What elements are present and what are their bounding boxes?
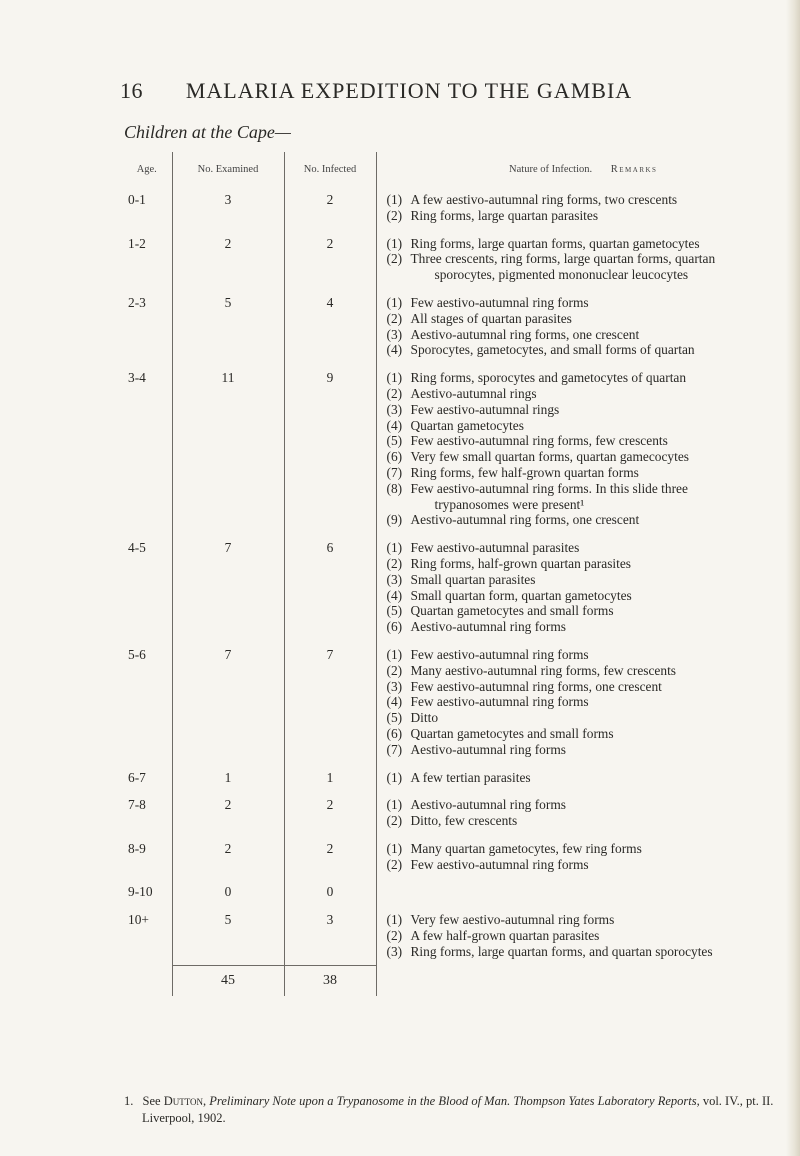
entry-index: (7) [386, 741, 403, 757]
examined-cell: 0 [172, 878, 284, 906]
entry-index: (4) [386, 417, 403, 433]
infection-entry [387, 512, 783, 528]
infection-entry [387, 588, 783, 604]
entry-text: Ring forms, sporocytes and gametocytes of quartan [410, 370, 687, 386]
infected-cell: 1 [284, 764, 376, 792]
entry-text: Aestivo-autumnal ring forms [410, 797, 566, 813]
entry-text-wrap [411, 481, 783, 513]
page-header [0, 78, 800, 108]
infection-entry [387, 603, 783, 619]
table-row [122, 835, 790, 879]
entry-text: Few aestivo-autumnal ring forms, one crescent [410, 678, 662, 694]
entry-text: Quartan gametocytes and small forms [410, 725, 614, 741]
examined-cell: 1 [172, 764, 284, 792]
table-row [122, 230, 790, 289]
infection-entry [387, 327, 783, 343]
infection-entry [387, 449, 783, 465]
entry-text: Few aestivo-autumnal ring forms [410, 856, 589, 872]
entry-index: (5) [386, 433, 403, 449]
entry-text-wrap [411, 679, 783, 695]
infection-entry [387, 647, 783, 663]
table-header-row [122, 152, 790, 186]
footnote-work: Preliminary Note upon a Trypanosome in the Blood of Man. [209, 1094, 511, 1108]
entry-text: Ring forms, large quartan forms, quartan gametocytes [410, 235, 700, 251]
entry-text-wrap [411, 295, 783, 311]
entry-text: Few aestivo-autumnal ring forms, few crescents [410, 433, 668, 449]
entry-index: (1) [386, 235, 403, 251]
infection-entry [387, 694, 783, 710]
infection-table [122, 152, 790, 996]
entry-text: Quartan gametocytes and small forms [410, 603, 614, 619]
entry-index: (6) [386, 619, 403, 635]
age-cell: 2-3 [128, 294, 146, 310]
col-header-infected: No. Infected [284, 152, 376, 186]
infection-entry [387, 572, 783, 588]
entry-index: (1) [386, 294, 403, 310]
entry-text-wrap [411, 928, 783, 944]
entry-index: (7) [386, 464, 403, 480]
age-cell: 3-4 [128, 370, 146, 386]
table-body [122, 186, 790, 966]
examined-cell: 2 [172, 230, 284, 289]
entry-text-wrap [411, 236, 783, 252]
examined-cell: 3 [172, 186, 284, 230]
infection-entry [387, 433, 783, 449]
infection-entry [387, 236, 783, 252]
infection-entry [387, 619, 783, 635]
total-infected: 38 [284, 966, 376, 997]
entry-index: (1) [386, 192, 403, 207]
infection-entry [387, 679, 783, 695]
entry-continuation: trypanosomes were present¹ [434, 496, 585, 512]
age-cell: 4-5 [128, 540, 146, 556]
entry-text: Sporocytes, gametocytes, and small forms of quartan [410, 342, 695, 358]
infected-cell: 2 [284, 186, 376, 230]
entry-index: (1) [386, 912, 403, 928]
entry-text: Few aestivo-autumnal ring forms [410, 646, 589, 662]
age-cell: 10+ [128, 912, 149, 928]
entry-index: (4) [386, 694, 403, 710]
examined-cell: 5 [172, 906, 284, 965]
entry-text: Few aestivo-autumnal rings [410, 401, 560, 417]
col-header-remarks: Remarks [610, 163, 658, 175]
entry-text: All stages of quartan parasites [410, 310, 572, 326]
footnote-volume: vol. IV., pt. II. [702, 1094, 774, 1108]
entry-index: (2) [386, 813, 403, 829]
table-row [122, 534, 790, 641]
entry-text: Very few small quartan forms, quartan gamecocytes [410, 449, 689, 465]
table-row [122, 764, 790, 792]
entry-index: (3) [386, 401, 403, 417]
total-examined: 45 [172, 966, 284, 997]
nature-cell [376, 835, 790, 879]
entry-text: Very few aestivo-autumnal ring forms [410, 912, 615, 928]
col-header-age: Age. [136, 163, 157, 175]
entry-text-wrap [411, 588, 783, 604]
col-header-nature-label: Nature of Infection. [509, 163, 593, 175]
infected-cell: 6 [284, 534, 376, 641]
infection-entry [387, 770, 783, 786]
entry-index: (2) [386, 251, 403, 267]
infection-entry [387, 386, 783, 402]
infection-entry [387, 556, 783, 572]
entry-index: (4) [386, 342, 403, 358]
infection-entry [387, 857, 783, 873]
entry-index: (1) [386, 797, 403, 813]
infection-entry [387, 540, 783, 556]
infected-cell: 2 [284, 230, 376, 289]
infection-entry [387, 311, 783, 327]
examined-cell: 7 [172, 534, 284, 641]
entry-text: Aestivo-autumnal ring forms [410, 619, 566, 635]
entry-text: Aestivo-autumnal ring forms, one crescent [410, 512, 640, 528]
infection-entry [387, 370, 783, 386]
entry-text: Ring forms, large quartan forms, and quartan sporocytes [410, 944, 713, 960]
nature-cell [376, 764, 790, 792]
entry-text-wrap [411, 402, 783, 418]
entry-text-wrap [411, 512, 783, 528]
entry-text-wrap [411, 912, 783, 928]
entry-text-wrap [411, 694, 783, 710]
entry-text-wrap [411, 742, 783, 758]
nature-cell [376, 878, 790, 906]
footnote-publisher: Thompson Yates Laboratory Reports, [513, 1094, 700, 1108]
entry-text-wrap [411, 192, 783, 208]
entry-text-wrap [411, 647, 783, 663]
entry-text: Three crescents, ring forms, large quartan forms, quartan [410, 251, 716, 267]
entry-text-wrap [411, 433, 783, 449]
entry-index: (2) [386, 555, 403, 571]
entry-text: Quartan gametocytes [410, 417, 524, 433]
entry-index: (9) [386, 512, 403, 528]
nature-cell [376, 906, 790, 965]
table-row [122, 791, 790, 835]
infection-entry [387, 192, 783, 208]
section-title: Children at the Cape— [124, 122, 291, 142]
infection-entry [387, 726, 783, 742]
entry-index: (4) [386, 587, 403, 603]
table-row [122, 906, 790, 965]
entry-index: (2) [386, 310, 403, 326]
nature-cell [376, 289, 790, 364]
totals-row [122, 966, 790, 997]
infection-entry [387, 663, 783, 679]
entry-text-wrap [411, 813, 783, 829]
entry-text-wrap [411, 418, 783, 434]
entry-text: Ring forms, few half-grown quartan forms [410, 464, 639, 480]
infected-cell: 2 [284, 835, 376, 879]
entry-text: Few aestivo-autumnal ring forms. In this slide three [410, 480, 688, 496]
infection-entry [387, 481, 783, 513]
nature-cell [376, 791, 790, 835]
entry-index: (2) [386, 856, 403, 872]
age-cell: 5-6 [128, 646, 146, 662]
entry-index: (6) [386, 725, 403, 741]
entry-text-wrap [411, 342, 783, 358]
entry-text-wrap [411, 449, 783, 465]
entry-text-wrap [411, 797, 783, 813]
entry-index: (2) [386, 207, 403, 223]
entry-text-wrap [411, 841, 783, 857]
infection-entry [387, 208, 783, 224]
infection-entry [387, 912, 783, 928]
entry-index: (6) [386, 449, 403, 465]
table-row [122, 364, 790, 534]
entry-text-wrap [411, 540, 783, 556]
entry-index: (3) [386, 678, 403, 694]
entry-text-wrap [411, 370, 783, 386]
entry-index: (2) [386, 662, 403, 678]
entry-text: Ditto [410, 710, 439, 726]
entry-index: (5) [386, 710, 403, 726]
entry-text-wrap [411, 857, 783, 873]
examined-cell: 11 [172, 364, 284, 534]
infected-cell: 2 [284, 791, 376, 835]
entry-text: Many aestivo-autumnal ring forms, few crescents [410, 662, 676, 678]
footnote-author: Dutton, [163, 1094, 207, 1108]
entry-text-wrap [411, 311, 783, 327]
entry-text: A few aestivo-autumnal ring forms, two crescents [410, 192, 678, 207]
entry-text-wrap [411, 663, 783, 679]
entry-text: Few aestivo-autumnal ring forms [410, 694, 589, 710]
infected-cell: 3 [284, 906, 376, 965]
entry-index: (3) [386, 326, 403, 342]
entry-text: Aestivo-autumnal ring forms, one crescent [410, 326, 640, 342]
entry-text: Many quartan gametocytes, few ring forms [410, 840, 642, 856]
entry-text: Few aestivo-autumnal ring forms [410, 294, 589, 310]
nature-cell [376, 364, 790, 534]
footnote-place-year: Liverpool, 1902. [142, 1111, 226, 1125]
entry-index: (8) [386, 480, 403, 496]
entry-text-wrap [411, 327, 783, 343]
entry-text-wrap [411, 726, 783, 742]
entry-text: Small quartan form, quartan gametocytes [410, 587, 632, 603]
col-header-examined: No. Examined [172, 152, 284, 186]
entry-text: A few tertian parasites [410, 769, 531, 785]
entry-text-wrap [411, 619, 783, 635]
entry-text: Ditto, few crescents [410, 813, 518, 829]
examined-cell: 2 [172, 835, 284, 879]
entry-text: Small quartan parasites [410, 571, 536, 587]
nature-cell [376, 230, 790, 289]
table-row [122, 878, 790, 906]
entry-text-wrap [411, 770, 783, 786]
age-cell: 1-2 [128, 235, 146, 251]
entry-index: (3) [386, 571, 403, 587]
infection-entry [387, 841, 783, 857]
entry-index: (1) [386, 540, 403, 556]
entry-text: Aestivo-autumnal rings [410, 385, 537, 401]
page-number: 16 [120, 78, 143, 103]
infected-cell: 0 [284, 878, 376, 906]
infected-cell: 9 [284, 364, 376, 534]
table-row [122, 186, 790, 230]
table-row [122, 289, 790, 364]
totals-blank-nature [376, 966, 790, 997]
entry-index: (1) [386, 646, 403, 662]
infection-entry [387, 342, 783, 358]
entry-text: Few aestivo-autumnal parasites [410, 540, 580, 556]
infection-entry [387, 402, 783, 418]
examined-cell: 7 [172, 641, 284, 764]
footnote-see: See [142, 1094, 161, 1108]
entry-text-wrap [411, 710, 783, 726]
entry-text-wrap [411, 386, 783, 402]
footnote [124, 1093, 784, 1127]
infection-entry [387, 251, 783, 283]
age-cell: 9-10 [128, 884, 153, 900]
nature-cell [376, 534, 790, 641]
table-row [122, 641, 790, 764]
entry-text: Ring forms, half-grown quartan parasites [410, 555, 632, 571]
infection-entry [387, 418, 783, 434]
age-cell: 8-9 [128, 840, 146, 856]
infection-entry [387, 944, 783, 960]
entry-text: A few half-grown quartan parasites [410, 928, 600, 944]
infected-cell: 7 [284, 641, 376, 764]
infection-entry [387, 742, 783, 758]
entry-text-wrap [411, 603, 783, 619]
infection-entry [387, 797, 783, 813]
entry-text-wrap [411, 208, 783, 224]
age-cell: 6-7 [128, 769, 146, 785]
examined-cell: 5 [172, 289, 284, 364]
entry-continuation: sporocytes, pigmented mononuclear leucocytes [434, 267, 689, 283]
entry-index: (1) [386, 840, 403, 856]
running-title: MALARIA EXPEDITION TO THE GAMBIA [185, 78, 633, 103]
entry-text-wrap [411, 251, 783, 283]
entry-text-wrap [411, 572, 783, 588]
infected-cell: 4 [284, 289, 376, 364]
entry-text-wrap [411, 465, 783, 481]
age-cell: 0-1 [128, 192, 146, 207]
entry-index: (2) [386, 385, 403, 401]
nature-cell [376, 641, 790, 764]
infection-entry [387, 465, 783, 481]
entry-index: (1) [386, 370, 403, 386]
footnote-index: 1. [124, 1094, 134, 1108]
entry-text-wrap [411, 556, 783, 572]
examined-cell: 2 [172, 791, 284, 835]
infection-entry [387, 813, 783, 829]
totals-blank [122, 966, 172, 997]
infection-entry [387, 928, 783, 944]
infection-entry [387, 710, 783, 726]
entry-index: (5) [386, 603, 403, 619]
entry-text: Aestivo-autumnal ring forms [410, 741, 566, 757]
infection-entry [387, 295, 783, 311]
entry-index: (3) [386, 944, 403, 960]
entry-text: Ring forms, large quartan parasites [410, 207, 599, 223]
col-header-nature [376, 152, 790, 186]
entry-index: (1) [386, 769, 403, 785]
entry-text-wrap [411, 944, 783, 960]
age-cell: 7-8 [128, 797, 146, 813]
nature-cell [376, 186, 790, 230]
entry-index: (2) [386, 928, 403, 944]
